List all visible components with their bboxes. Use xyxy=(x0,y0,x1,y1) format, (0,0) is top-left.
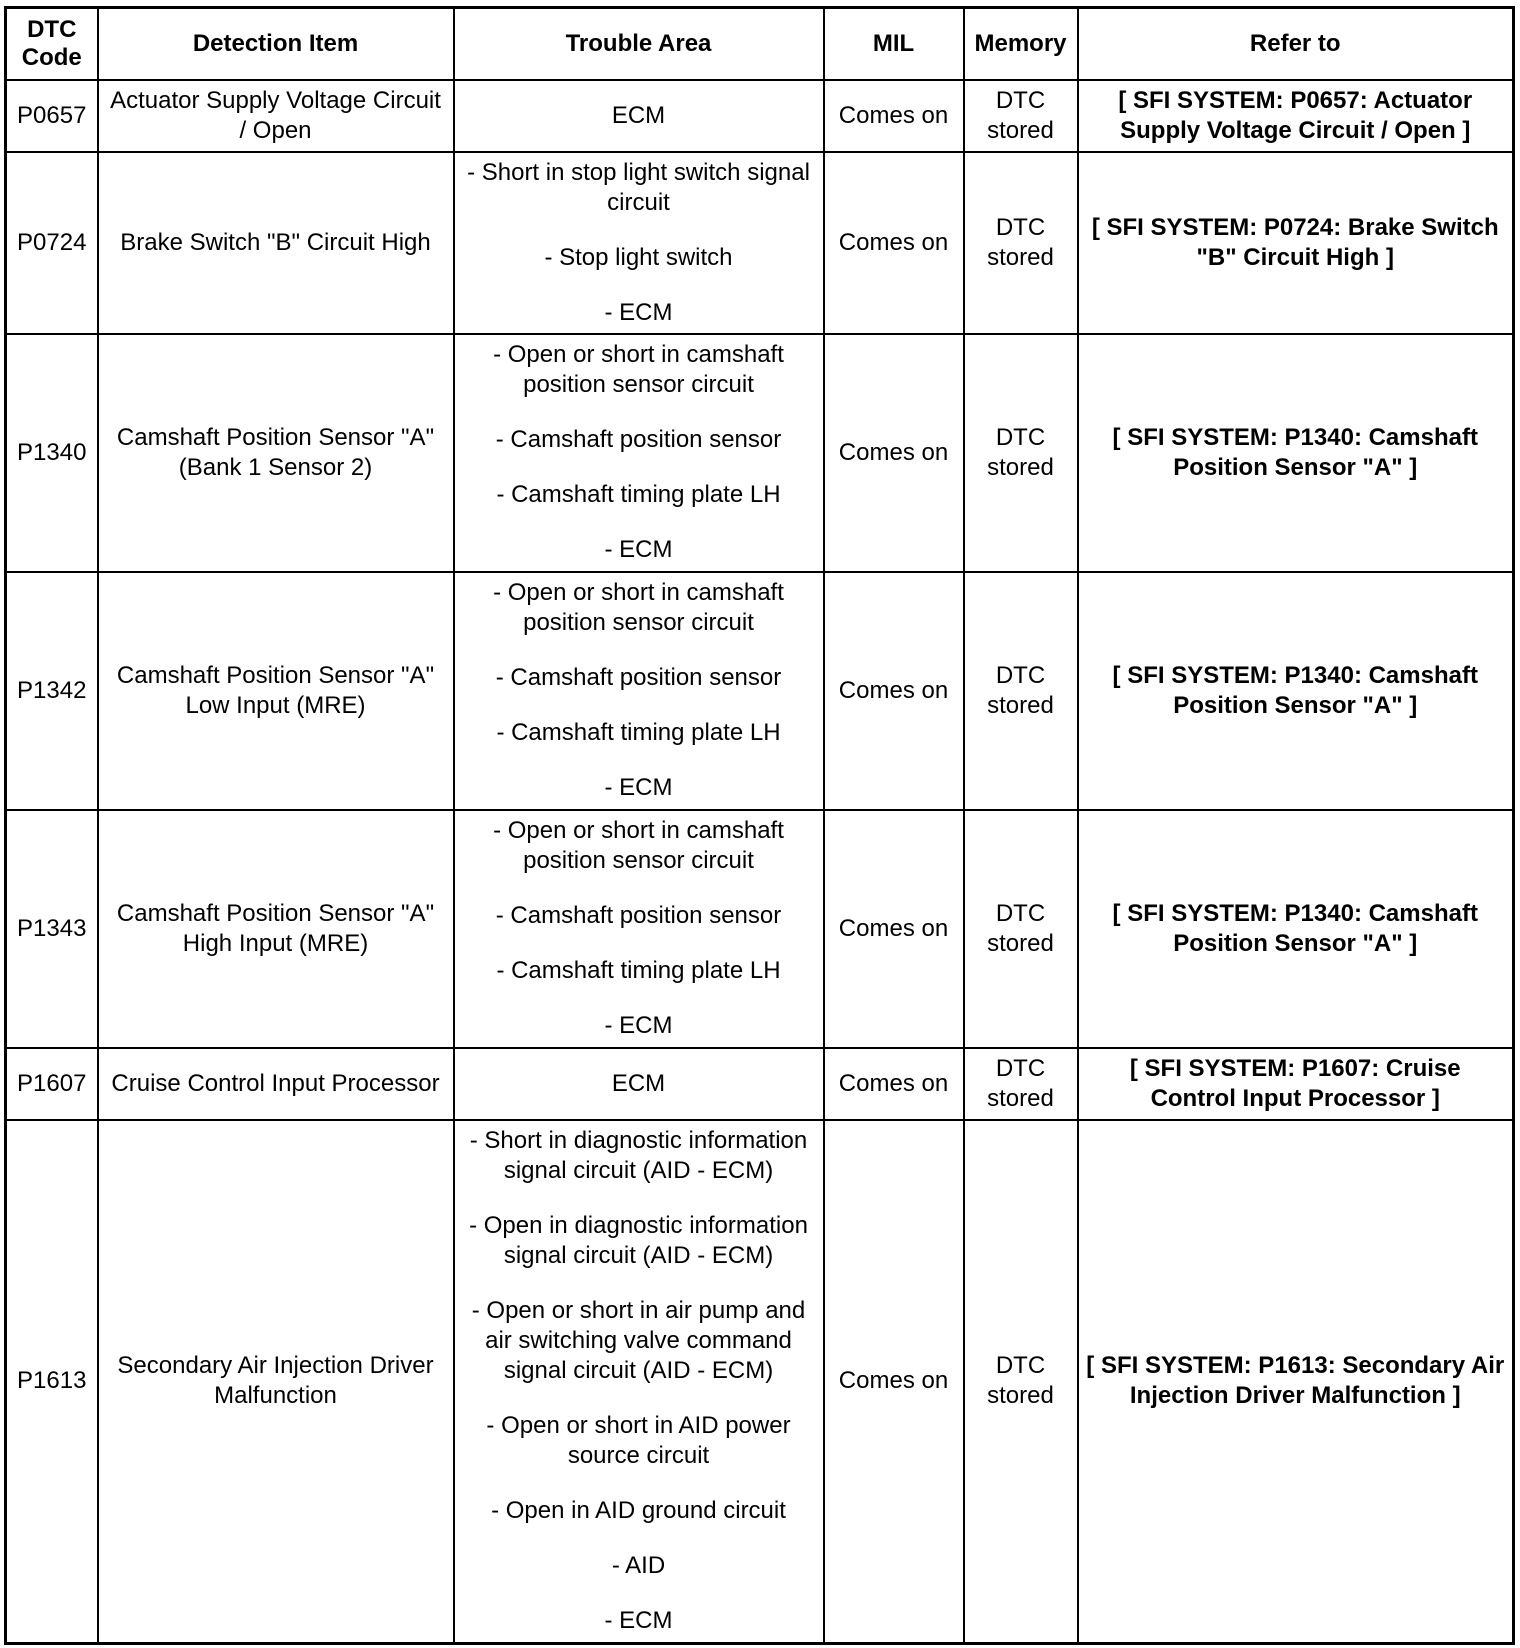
table-row xyxy=(6,334,1514,572)
trouble-area-item: - Open or short in air pump and air switching valve command signal circuit (AID - ECM) xyxy=(471,1297,806,1385)
dtc-table xyxy=(4,6,1515,1645)
mil-cell: Comes on xyxy=(824,334,964,572)
table-body xyxy=(6,80,1514,1644)
trouble-area-item: ECM xyxy=(611,1069,666,1097)
trouble-area-item: - Open or short in camshaft position sensor circuit xyxy=(493,341,784,398)
memory-cell: DTC stored xyxy=(964,572,1078,810)
refer-to-link[interactable]: [ SFI SYSTEM: P1340: Camshaft Position Sensor "A" ] xyxy=(1078,572,1514,810)
detection-item-cell: Camshaft Position Sensor "A" Low Input (MRE) xyxy=(98,572,454,810)
mil-cell: Comes on xyxy=(824,80,964,152)
trouble-area-item: - ECM xyxy=(604,298,673,326)
refer-to-link[interactable]: [ SFI SYSTEM: P1613: Secondary Air Injection Driver Malfunction ] xyxy=(1078,1120,1514,1644)
refer-to-link[interactable]: [ SFI SYSTEM: P1340: Camshaft Position Sensor "A" ] xyxy=(1078,810,1514,1048)
table-row xyxy=(6,572,1514,810)
trouble-area-item: - ECM xyxy=(604,774,673,801)
table-row xyxy=(6,1120,1514,1644)
header-mil: MIL xyxy=(824,8,964,80)
detection-item-cell: Camshaft Position Sensor "A" High Input (MRE) xyxy=(98,810,454,1048)
detection-item-cell: Cruise Control Input Processor xyxy=(98,1048,454,1120)
trouble-area-item: - Open in diagnostic information signal circuit (AID - ECM) xyxy=(469,1212,808,1270)
trouble-area-item: - Short in stop light switch signal circuit xyxy=(467,158,810,216)
refer-to-link[interactable]: [ SFI SYSTEM: P1607: Cruise Control Input Processor ] xyxy=(1078,1048,1514,1120)
table-row xyxy=(6,810,1514,1048)
detection-item-cell: Brake Switch "B" Circuit High xyxy=(98,152,454,334)
trouble-area-item: - ECM xyxy=(604,536,673,563)
mil-cell: Comes on xyxy=(824,152,964,334)
memory-cell: DTC stored xyxy=(964,334,1078,572)
dtc-code-cell: P1342 xyxy=(6,572,98,810)
table-row xyxy=(6,80,1514,152)
header-trouble-area: Trouble Area xyxy=(454,8,824,80)
refer-to-link[interactable]: [ SFI SYSTEM: P0724: Brake Switch "B" Circuit High ] xyxy=(1078,152,1514,334)
trouble-area-item: ECM xyxy=(611,101,666,129)
detection-item-cell: Camshaft Position Sensor "A" (Bank 1 Sensor 2) xyxy=(98,334,454,572)
table-row xyxy=(6,1048,1514,1120)
refer-to-link[interactable]: [ SFI SYSTEM: P0657: Actuator Supply Voltage Circuit / Open ] xyxy=(1078,80,1514,152)
trouble-area-item: - ECM xyxy=(604,1012,673,1039)
trouble-area-cell xyxy=(454,1048,824,1120)
trouble-area-item: - ECM xyxy=(604,1607,673,1635)
detection-item-cell: Actuator Supply Voltage Circuit / Open xyxy=(98,80,454,152)
header-memory: Memory xyxy=(964,8,1078,80)
trouble-area-item: - Open or short in camshaft position sensor circuit xyxy=(493,579,784,636)
detection-item-cell: Secondary Air Injection Driver Malfunction xyxy=(98,1120,454,1644)
memory-cell: DTC stored xyxy=(964,80,1078,152)
trouble-area-item: - Camshaft timing plate LH xyxy=(496,957,781,984)
memory-cell: DTC stored xyxy=(964,1048,1078,1120)
trouble-area-item: - Open or short in AID power source circuit xyxy=(486,1412,791,1470)
mil-cell: Comes on xyxy=(824,1120,964,1644)
header-dtc-code: DTC Code xyxy=(6,8,98,80)
dtc-code-cell: P1607 xyxy=(6,1048,98,1120)
dtc-code-cell: P1340 xyxy=(6,334,98,572)
dtc-code-cell: P0657 xyxy=(6,80,98,152)
dtc-code-cell: P0724 xyxy=(6,152,98,334)
header-refer-to: Refer to xyxy=(1078,8,1514,80)
trouble-area-cell xyxy=(454,1120,824,1644)
header-detection-item: Detection Item xyxy=(98,8,454,80)
trouble-area-item: - Camshaft position sensor xyxy=(495,664,782,691)
trouble-area-item: - Camshaft position sensor xyxy=(495,426,782,453)
dtc-code-cell: P1613 xyxy=(6,1120,98,1644)
table-header-row xyxy=(6,8,1514,80)
memory-cell: DTC stored xyxy=(964,810,1078,1048)
refer-to-link[interactable]: [ SFI SYSTEM: P1340: Camshaft Position Sensor "A" ] xyxy=(1078,334,1514,572)
trouble-area-cell xyxy=(454,572,824,810)
table-row xyxy=(6,152,1514,334)
dtc-code-cell: P1343 xyxy=(6,810,98,1048)
trouble-area-item: - Camshaft position sensor xyxy=(495,902,782,929)
memory-cell: DTC stored xyxy=(964,1120,1078,1644)
mil-cell: Comes on xyxy=(824,810,964,1048)
mil-cell: Comes on xyxy=(824,572,964,810)
trouble-area-cell xyxy=(454,334,824,572)
trouble-area-cell xyxy=(454,80,824,152)
mil-cell: Comes on xyxy=(824,1048,964,1120)
trouble-area-cell xyxy=(454,810,824,1048)
trouble-area-item: - Camshaft timing plate LH xyxy=(496,481,781,508)
memory-cell: DTC stored xyxy=(964,152,1078,334)
trouble-area-cell xyxy=(454,152,824,334)
trouble-area-item: - Camshaft timing plate LH xyxy=(496,719,781,746)
trouble-area-item: - Short in diagnostic information signal circuit (AID - ECM) xyxy=(469,1127,808,1185)
trouble-area-item: - Open in AID ground circuit xyxy=(491,1497,786,1525)
trouble-area-item: - Stop light switch xyxy=(544,243,733,271)
trouble-area-item: - AID xyxy=(611,1552,666,1580)
trouble-area-item: - Open or short in camshaft position sensor circuit xyxy=(493,817,784,874)
